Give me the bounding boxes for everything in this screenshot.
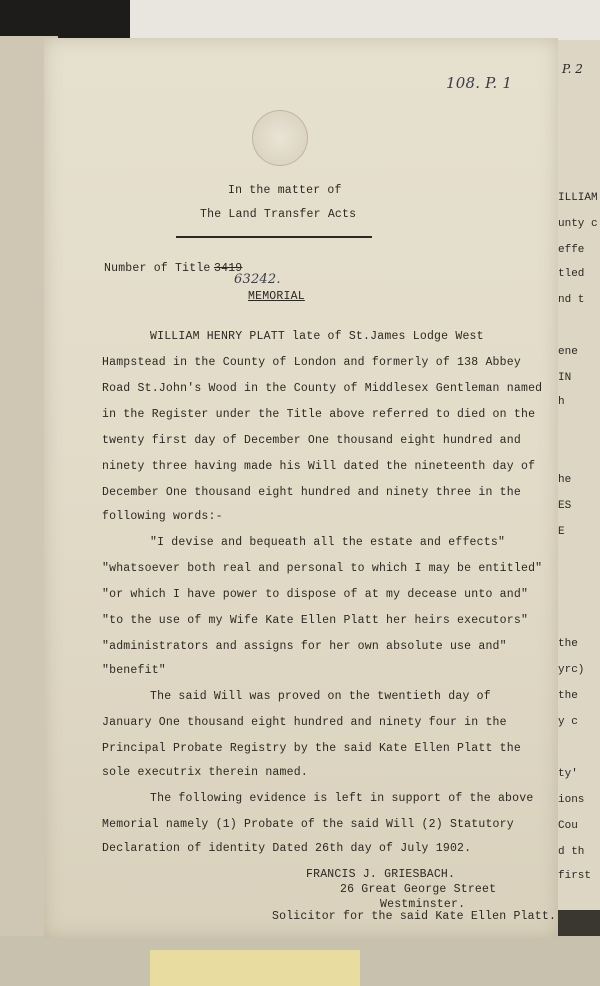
body-line: in the Register under the Title above referred to died on the bbox=[102, 408, 536, 421]
quote-line: "to the use of my Wife Kate Ellen Platt her heirs executors" bbox=[102, 614, 529, 627]
right-fragment: Cou bbox=[558, 820, 578, 832]
embossed-seal-icon bbox=[252, 110, 308, 166]
right-fragment: ILLIAM bbox=[558, 192, 598, 204]
heading-rule bbox=[176, 236, 372, 238]
right-fragment: ene bbox=[558, 346, 578, 358]
body-line: following words:- bbox=[102, 510, 223, 523]
right-fragment: d th bbox=[558, 846, 585, 858]
signature-address: 26 Great George Street bbox=[340, 883, 497, 896]
signature-city: Westminster. bbox=[380, 898, 466, 911]
memorial-heading: MEMORIAL bbox=[248, 290, 305, 303]
right-fragment: the bbox=[558, 638, 578, 650]
right-fragment: ES bbox=[558, 500, 572, 512]
evidence-line: The following evidence is left in support of the above bbox=[150, 792, 534, 805]
right-fragment: tled bbox=[558, 268, 585, 280]
right-fragment: nd t bbox=[558, 294, 585, 306]
signature-role: Solicitor for the said Kate Ellen Platt. bbox=[272, 910, 557, 923]
right-fragment: h bbox=[558, 396, 565, 408]
body-line: Road St.John's Wood in the County of Middlesex Gentleman named bbox=[102, 382, 543, 395]
right-fragment: ty' bbox=[558, 768, 578, 780]
background-dark-corner bbox=[0, 0, 140, 40]
right-fragment: the bbox=[558, 690, 578, 702]
title-number-handwritten: 63242. bbox=[234, 272, 281, 287]
body-line: Hampstead in the County of London and formerly of 138 Abbey bbox=[102, 356, 521, 369]
quote-line: "I devise and bequeath all the estate and effects" bbox=[150, 536, 506, 549]
page-ref: 108. P. 1 bbox=[446, 74, 513, 92]
right-page-ref: P. 2 bbox=[562, 62, 583, 76]
probate-line: Principal Probate Registry by the said Kate Ellen Platt the bbox=[102, 742, 521, 755]
body-line: twenty first day of December One thousand eight hundred and bbox=[102, 434, 521, 447]
probate-line: January One thousand eight hundred and ninety four in the bbox=[102, 716, 507, 729]
evidence-line: Declaration of identity Dated 26th day of July 1902. bbox=[102, 842, 472, 855]
probate-line: sole executrix therein named. bbox=[102, 766, 308, 779]
title-number-typed: 3419 bbox=[214, 262, 243, 275]
quote-line: "administrators and assigns for her own absolute use and" bbox=[102, 640, 507, 653]
body-line: ninety three having made his Will dated the nineteenth day of bbox=[102, 460, 536, 473]
right-fragment: unty c bbox=[558, 218, 598, 230]
body-line: December One thousand eight hundred and ninety three in the bbox=[102, 486, 521, 499]
right-fragment: effe bbox=[558, 244, 585, 256]
right-fragment: yrc) bbox=[558, 664, 585, 676]
quote-line: "whatsoever both real and personal to which I may be entitled" bbox=[102, 562, 543, 575]
right-fragment: ions bbox=[558, 794, 585, 806]
right-fragment: IN bbox=[558, 372, 572, 384]
quote-line: "or which I have power to dispose of at my decease unto and" bbox=[102, 588, 529, 601]
background-top-paper bbox=[130, 0, 600, 40]
right-fragment: he bbox=[558, 474, 572, 486]
yellow-note bbox=[150, 950, 360, 986]
body-line: WILLIAM HENRY PLATT late of St.James Lodge West bbox=[150, 330, 484, 343]
right-fragment: y c bbox=[558, 716, 578, 728]
right-fragment: E bbox=[558, 526, 565, 538]
signature-name: FRANCIS J. GRIESBACH. bbox=[306, 868, 456, 881]
heading-acts: The Land Transfer Acts bbox=[200, 208, 357, 221]
quote-line: "benefit" bbox=[102, 664, 166, 677]
heading-matter: In the matter of bbox=[228, 184, 342, 197]
right-fragment: first bbox=[558, 870, 592, 882]
title-label: Number of Title bbox=[104, 262, 211, 275]
probate-line: The said Will was proved on the twentieth day of bbox=[150, 690, 491, 703]
evidence-line: Memorial namely (1) Probate of the said Will (2) Statutory bbox=[102, 818, 514, 831]
